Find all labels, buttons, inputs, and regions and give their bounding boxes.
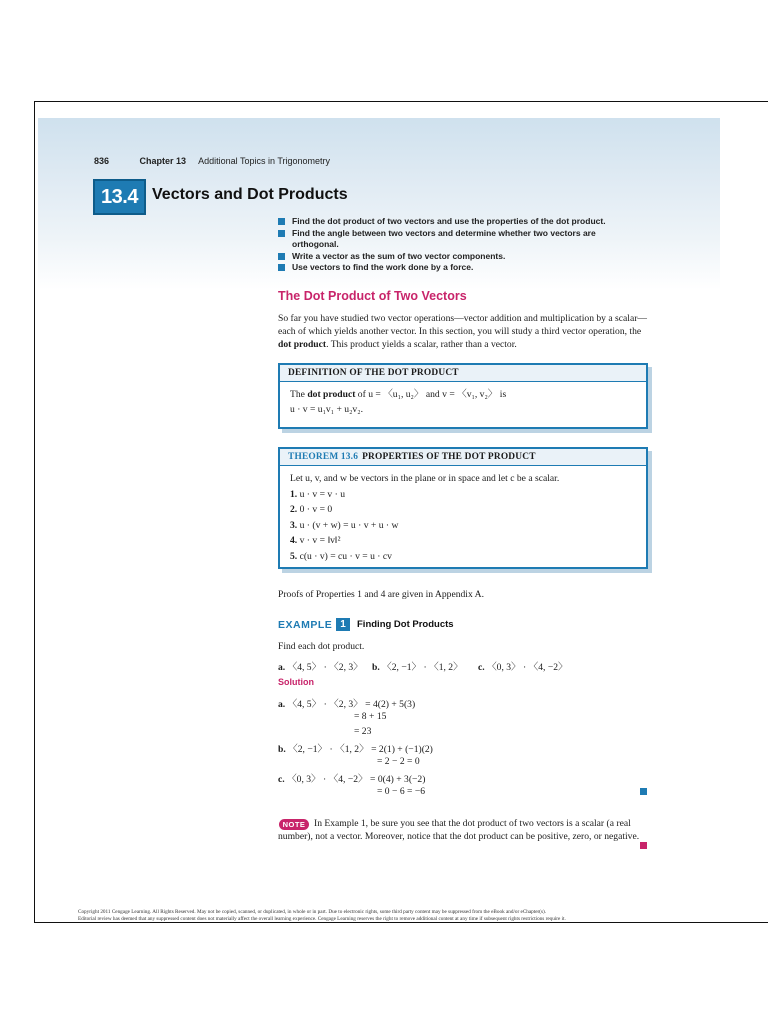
square-bullet-icon bbox=[278, 230, 285, 237]
example-part-b: b. 〈2, −1〉 · 〈1, 2〉 bbox=[372, 662, 463, 673]
example-label: EXAMPLE bbox=[278, 619, 333, 631]
definition-line: The dot product of u = 〈u₁, u₂〉 and v = 〈v₁, v₂〉 is bbox=[290, 389, 507, 400]
note-end-marker-icon bbox=[640, 842, 647, 849]
solution-line: = 8 + 15 bbox=[354, 711, 387, 722]
theorem-box-body bbox=[280, 466, 646, 569]
objective-item: Use vectors to find the work done by a force. bbox=[278, 262, 638, 274]
section-number-badge: 13.4 bbox=[93, 179, 146, 215]
square-bullet-icon bbox=[278, 264, 285, 271]
theorem-property: 2. 0 · v = 0 bbox=[290, 504, 333, 515]
theorem-intro: Let u, v, and w be vectors in the plane or in space and let c be a scalar. bbox=[290, 473, 560, 484]
theorem-property: 1. u · v = v · u bbox=[290, 488, 345, 500]
objective-item: Write a vector as the sum of two vector components. bbox=[278, 251, 638, 263]
example-part-c: c. 〈0, 3〉 · 〈4, −2〉 bbox=[478, 662, 568, 673]
theorem-property: 5. c(u · v) = cu · v = u · cv bbox=[290, 550, 392, 562]
definition-formula: u · v = u₁v₁ + u₂v₂. bbox=[290, 404, 363, 415]
section-title: Vectors and Dot Products bbox=[152, 186, 348, 203]
example-part-a: a. 〈4, 5〉 · 〈2, 3〉 bbox=[278, 662, 363, 673]
objectives-list bbox=[278, 216, 638, 274]
example-end-marker-icon bbox=[640, 788, 647, 795]
solution-line: = 23 bbox=[354, 726, 372, 737]
example-number-badge: 1 bbox=[336, 618, 350, 631]
chapter-label: Chapter 13 bbox=[139, 156, 187, 166]
chapter-title: Additional Topics in Trigonometry bbox=[198, 156, 330, 166]
solution-line: c. 〈0, 3〉 · 〈4, −2〉 = 0(4) + 3(−2) bbox=[278, 774, 426, 785]
definition-box-title: DEFINITION OF THE DOT PRODUCT bbox=[280, 365, 646, 382]
running-header bbox=[94, 156, 330, 166]
example-prompt: Find each dot product. bbox=[278, 641, 365, 652]
objective-item: Find the dot product of two vectors and use the properties of the dot product. bbox=[278, 216, 638, 228]
solution-line: = 0 − 6 = −6 bbox=[377, 786, 426, 797]
definition-box-body bbox=[280, 382, 646, 422]
square-bullet-icon bbox=[278, 218, 285, 225]
square-bullet-icon bbox=[278, 253, 285, 260]
proofs-note: Proofs of Properties 1 and 4 are given in Appendix A. bbox=[278, 589, 484, 600]
theorem-box bbox=[278, 447, 648, 569]
objective-item: Find the angle between two vectors and determine whether two vectors are orthogonal. bbox=[278, 228, 638, 251]
solution-line: a. 〈4, 5〉 · 〈2, 3〉 = 4(2) + 5(3) bbox=[278, 699, 416, 710]
solution-line: b. 〈2, −1〉 · 〈1, 2〉 = 2(1) + (−1)(2) bbox=[278, 744, 433, 755]
definition-box bbox=[278, 363, 648, 429]
theorem-property: 3. u · (v + w) = u · v + u · w bbox=[290, 519, 399, 531]
theorem-property: 4. v · v = ‖v‖² bbox=[290, 535, 341, 546]
note-badge: NOTE bbox=[279, 819, 309, 830]
intro-paragraph: So far you have studied two vector operations—vector addition and multiplication by a scalar—each of which yields another vector. In this section, you will study a third vector operation, the dot product. This product yields a scalar, rather than a vector. bbox=[278, 313, 647, 350]
example-title: Finding Dot Products bbox=[357, 619, 454, 630]
theorem-box-title: THEOREM 13.6 PROPERTIES OF THE DOT PRODUCT bbox=[280, 449, 646, 466]
subheading: The Dot Product of Two Vectors bbox=[278, 289, 467, 303]
note-paragraph: In Example 1, be sure you see that the dot product of two vectors is a scalar (a real number), not a vector. Moreover, notice that the dot product can be positive, zero, or negative. bbox=[278, 818, 640, 842]
page-number: 836 bbox=[94, 156, 110, 166]
solution-label: Solution bbox=[278, 677, 314, 687]
solution-line: = 2 − 2 = 0 bbox=[377, 756, 420, 767]
copyright-footer: Copyright 2011 Cengage Learning. All Rights Reserved. May not be copied, scanned, or duplicated, in whole or in part. Due to electronic rights, some third party content may be suppressed from the eBook and/or eChapter(s). Editorial review has deemed that any suppressed content does not materially affect the overall learning experience. Cengage Learning reserves the right to remove additional content at any time if subsequent rights restrictions require it. bbox=[78, 909, 566, 922]
